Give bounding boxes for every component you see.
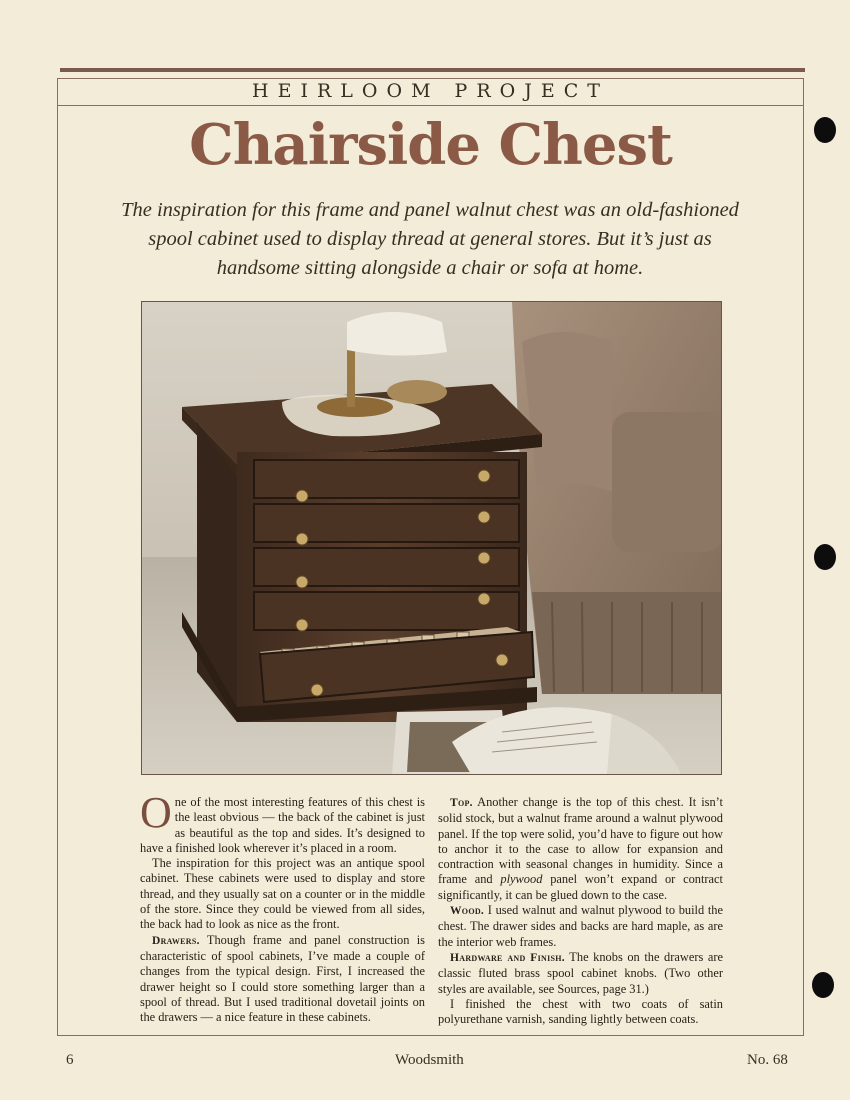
issue-number: No. 68: [747, 1052, 788, 1068]
binder-hole: [814, 544, 836, 570]
top-rule: [60, 68, 805, 72]
section-kicker: HEIRLOOM PROJECT: [252, 80, 609, 102]
binder-hole: [812, 972, 834, 998]
paragraph: Top. Another change is the top of this chest. It isn’t solid stock, but a walnut frame around a walnut plywood panel. If the top were solid, you’d have to figure out how to anchor it to the case to allow for expansion and contraction with seasonal changes in humidity. Since a frame and plywood panel won’t expand or contract significantly, it can be glued down to the case.: [438, 795, 723, 902]
drop-cap: O: [140, 788, 172, 837]
run-in-head: Top.: [450, 797, 473, 809]
article-title: Chairside Chest: [189, 112, 672, 178]
paragraph: Hardware and Finish. The knobs on the drawers are classic fluted brass spool cabinet knobs. (Two other styles are available, see Sources, page 31.): [438, 949, 723, 996]
paragraph: One of the most interesting features of this chest is the least obvious — the back of the cabinet is just as beautiful as the top and sides. It’s designed to have a finished look wherever it’s placed in a room.: [140, 788, 425, 855]
binder-hole: [814, 117, 836, 143]
paragraph: Wood. I used walnut and walnut plywood to build the chest. The drawer sides and backs are hard maple, as are the interior web frames.: [438, 903, 723, 949]
page-number: 6: [66, 1052, 74, 1068]
kicker-rule: [57, 105, 804, 106]
paragraph: The inspiration for this project was an antique spool cabinet. These cabinets were used to display and store thread, and they usually sat on a counter or in the middle of the store. Since they could be viewed from all sides, the back had to look as nice as the front.: [140, 856, 425, 932]
run-in-head: Hardware and Finish.: [450, 951, 565, 964]
article-intro: The inspiration for this frame and panel walnut chest was an old-fashioned spool cabinet used to display thread at general stores. But it’s just as handsome sitting alongside a chair or sofa at home.: [121, 199, 739, 279]
article-column-left: [140, 788, 425, 1025]
paragraph: Drawers. Though frame and panel construction is characteristic of spool cabinets, I’ve made a couple of changes from the typical design. First, I increased the drawer height so I could store something larger than a spool of thread. But I used traditional dovetail joints on the drawers — a nice feature in these cabinets.: [140, 932, 425, 1025]
article-column-right: [438, 795, 723, 1027]
run-in-head: Wood.: [450, 905, 485, 918]
chest-photo: [141, 301, 722, 775]
run-in-head: Drawers.: [152, 934, 200, 947]
paragraph: I finished the chest with two coats of satin polyurethane varnish, sanding lightly between coats.: [438, 996, 723, 1027]
magazine-name: Woodsmith: [395, 1052, 464, 1068]
